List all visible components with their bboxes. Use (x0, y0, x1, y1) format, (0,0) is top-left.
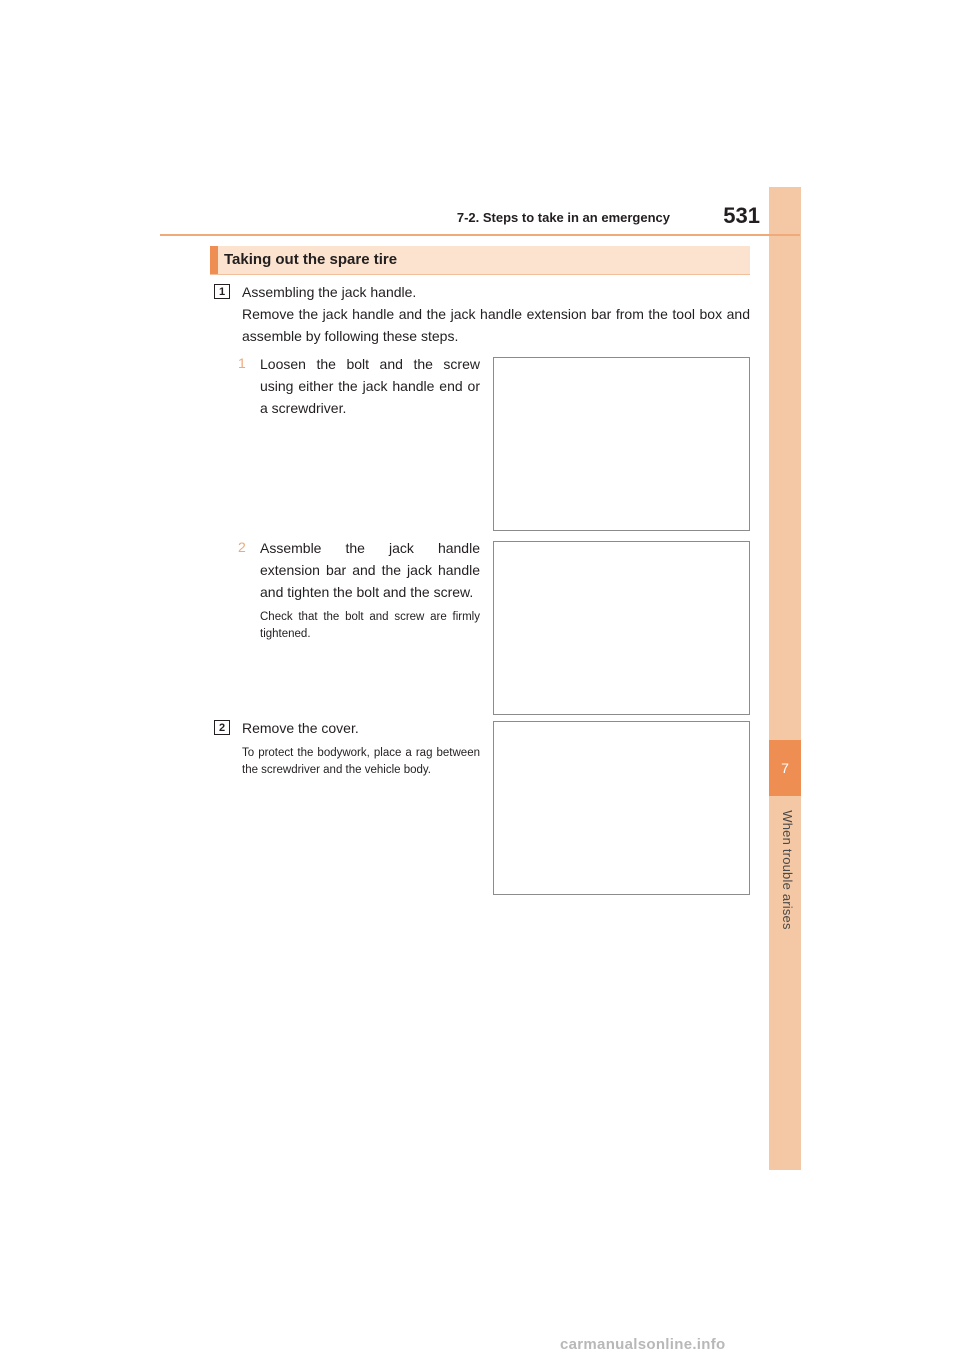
chapter-number-tab[interactable]: 7 (769, 740, 801, 796)
substep-2-note: Check that the bolt and screw are firmly tightened. (260, 611, 480, 640)
step-1-title: Assembling the jack handle. (242, 284, 417, 300)
substep-1-text: Loosen the bolt and the screw using either the jack handle end or a screwdriver. (260, 356, 480, 416)
step-marker-1: 1 (214, 284, 230, 299)
substep-2-text: Assemble the jack handle extension bar and the jack handle and tighten the bolt and the screw. (260, 540, 480, 600)
illustration-remove-cover (493, 721, 750, 895)
header-rule (160, 234, 800, 236)
step-2-title: Remove the cover. (242, 720, 359, 736)
step-1-description: Remove the jack handle and the jack handle extension bar from the tool box and assemble by following these steps. (242, 306, 750, 344)
section-title-accent (210, 246, 218, 274)
step-2-note: To protect the bodywork, place a rag between the screwdriver and the vehicle body. (242, 747, 480, 776)
illustration-assemble-handle (493, 541, 750, 715)
illustration-loosen-bolt (493, 357, 750, 531)
page-number: 531 (723, 203, 760, 228)
side-tab-strip (769, 187, 801, 1170)
section-title: Taking out the spare tire (224, 251, 398, 268)
watermark: carmanualsonline.info (560, 1336, 726, 1353)
substep-marker-1: 1 (238, 355, 246, 371)
header-section-title: 7-2. Steps to take in an emergency (456, 210, 670, 225)
substep-marker-2: 2 (238, 539, 246, 555)
chapter-label: When trouble arises (780, 810, 795, 930)
step-marker-2: 2 (214, 720, 230, 735)
